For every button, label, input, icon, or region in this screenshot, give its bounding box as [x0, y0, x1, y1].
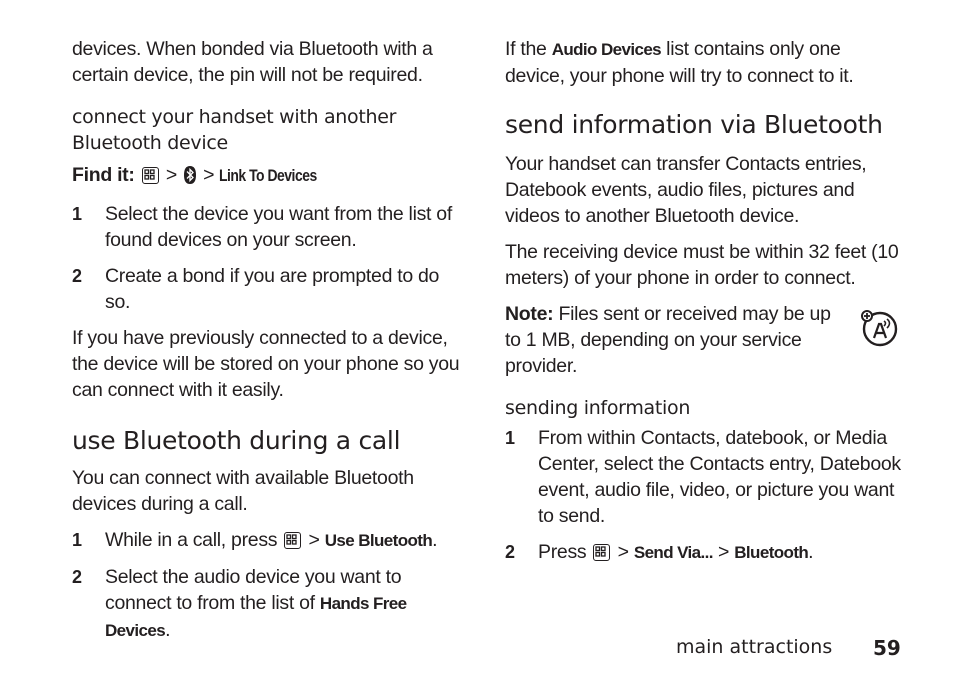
menu-key-icon — [593, 544, 610, 561]
menu-key-icon — [142, 167, 159, 184]
bluetooth-icon — [184, 165, 196, 191]
left-column — [72, 36, 464, 644]
heading-use-bluetooth-call: use Bluetooth during a call — [72, 426, 401, 455]
step-text: Press > Send Via... > Bluetooth. — [538, 541, 814, 563]
use-bluetooth-menu: Use Bluetooth — [324, 531, 433, 550]
step-number: 1 — [505, 428, 516, 448]
hands-free-devices-menu: Hands Free Devices — [105, 594, 407, 640]
network-note-icon — [860, 308, 900, 353]
intro-paragraph: devices. When bonded via Bluetooth with a certain device, the pin will not be required. — [72, 38, 433, 86]
menu-key-icon — [284, 532, 301, 549]
call-paragraph: You can connect with available Bluetooth devices during a call. — [72, 467, 414, 515]
audio-devices-paragraph: If the Audio Devices list contains only one device, your phone will try to connect to it. — [505, 38, 854, 87]
list-item — [72, 201, 464, 253]
step-number: 2 — [72, 567, 83, 587]
footer-section-label: main attractions — [676, 636, 833, 658]
transfer-paragraph: Your handset can transfer Contacts entries, Datebook events, audio files, pictures and videos to another Bluetooth device. — [505, 153, 867, 227]
list-item — [505, 539, 901, 566]
find-it-separator: > — [203, 164, 215, 186]
step-text: From within Contacts, datebook, or Media Center, select the Contacts entry, Datebook event, audio file, video, or picture you want to send. — [538, 427, 901, 527]
step-number: 2 — [505, 542, 516, 562]
list-item — [72, 564, 464, 644]
step-text: Select the device you want from the list of found devices on your screen. — [105, 203, 452, 251]
find-it-separator: > — [165, 164, 177, 186]
step-number: 1 — [72, 530, 83, 550]
subhead-sending-information: sending information — [505, 397, 691, 419]
step-text: While in a call, press > Use Bluetooth. — [105, 529, 438, 551]
list-item — [72, 263, 464, 315]
find-it-label: Find it: — [72, 164, 135, 186]
send-via-menu: Send Via... — [633, 543, 713, 562]
step-text: Create a bond if you are prompted to do so. — [105, 265, 440, 313]
link-to-devices-menu: Link To Devices — [219, 166, 318, 185]
find-it-line — [72, 162, 464, 191]
step-number: 1 — [72, 204, 83, 224]
right-column — [505, 36, 901, 566]
receiving-paragraph: The receiving device must be within 32 feet (10 meters) of your phone in order to connect. — [505, 241, 899, 289]
step-text: Select the audio device you want to connect to from the list of Hands Free Devices. — [105, 566, 407, 641]
subhead-connect-handset: connect your handset with another Bluetooth device — [72, 106, 397, 154]
list-item — [72, 527, 464, 554]
list-item — [505, 425, 901, 529]
audio-devices-menu: Audio Devices — [551, 40, 662, 59]
note-label: Note: — [505, 303, 554, 325]
step-number: 2 — [72, 266, 83, 286]
page-number: 59 — [873, 636, 901, 660]
heading-send-information: send information via Bluetooth — [505, 110, 883, 139]
previous-connection-paragraph: If you have previously connected to a device, the device will be stored on your phone so you can connect with it easily. — [72, 327, 460, 401]
note-paragraph: Note: Files sent or received may be up to 1 MB, depending on your service provider. — [505, 303, 831, 377]
bluetooth-menu: Bluetooth — [734, 543, 809, 562]
